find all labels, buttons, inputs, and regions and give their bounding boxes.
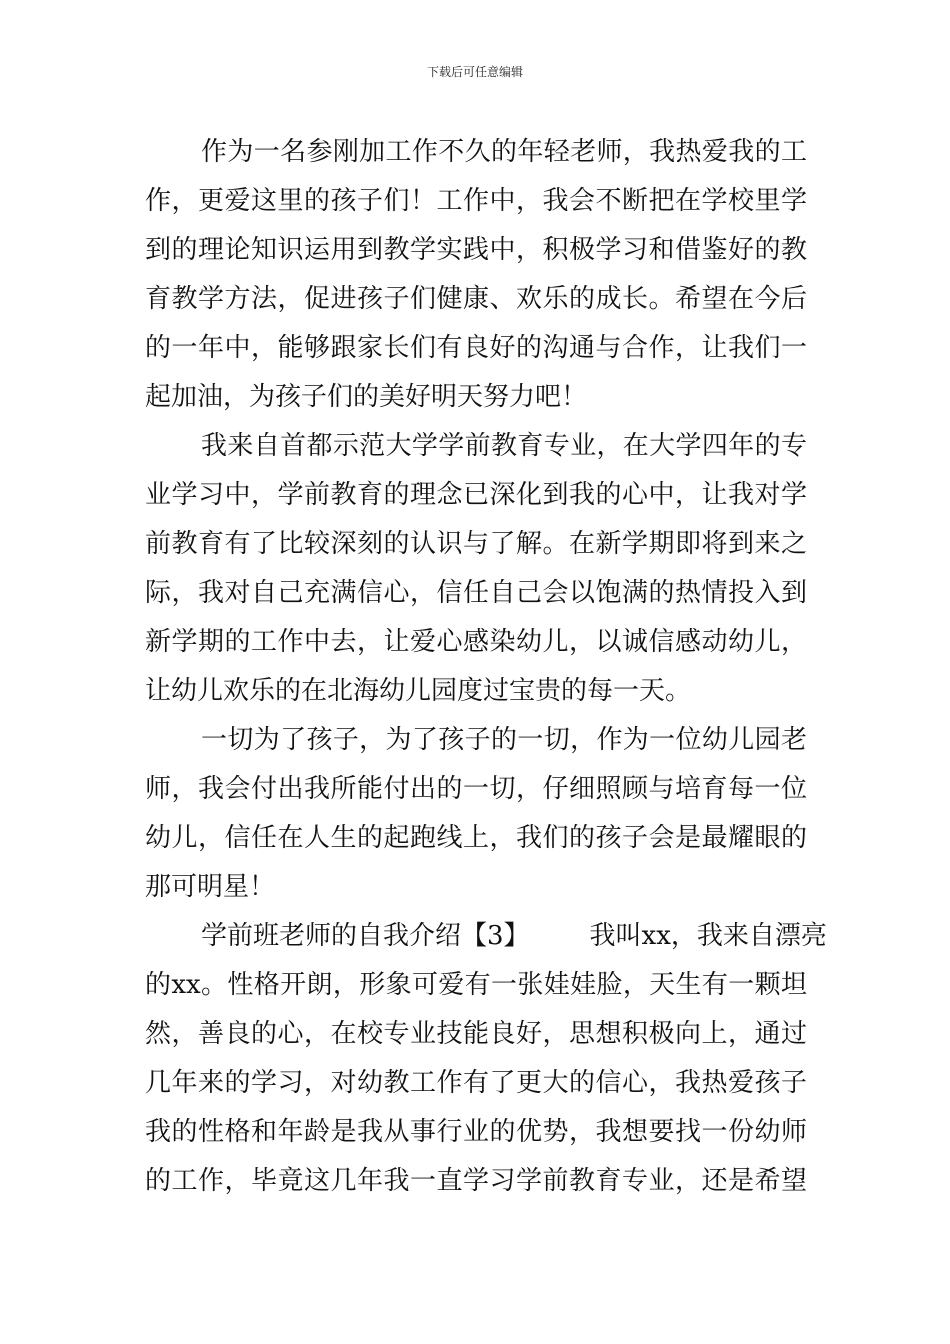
paragraph-line: 育教学方法，促进孩子们健康、欢乐的成长。希望在今后 [145, 284, 807, 314]
document-body [145, 128, 827, 1206]
paragraph-4 [145, 912, 827, 1206]
page-header: 下载后可任意编辑 [426, 65, 523, 79]
paragraph-line: 前教育有了比较深刻的认识与了解。在新学期即将到来之 [145, 529, 807, 559]
paragraph-line: 新学期的工作中去，让爱心感染幼儿，以诚信感动幼儿， [145, 627, 807, 657]
paragraph-line: 的一年中，能够跟家长们有良好的沟通与合作，让我们一 [145, 333, 807, 363]
paragraph-line: 一切为了孩子，为了孩子的一切，作为一位幼儿园老 [201, 725, 807, 755]
paragraph-line: 作为一名参刚加工作不久的年轻老师，我热爱我的工 [201, 137, 807, 167]
paragraph-line: 的工作，毕竟这几年我一直学习学前教育专业，还是希望 [145, 1166, 807, 1196]
paragraph-1 [145, 128, 807, 422]
paragraph-line: 然，善良的心，在校专业技能良好，思想积极向上，通过 [145, 1019, 807, 1049]
paragraph-line: 作，更爱这里的孩子们！工作中，我会不断把在学校里学 [145, 186, 807, 216]
paragraph-line: 业学习中，学前教育的理念已深化到我的心中，让我对学 [145, 480, 807, 510]
paragraph-line: 际，我对自己充满信心，信任自己会以饱满的热情投入到 [145, 578, 807, 608]
paragraph-line: 起加油，为孩子们的美好明天努力吧！ [145, 382, 588, 412]
paragraph-line: 到的理论知识运用到教学实践中，积极学习和借鉴好的教 [145, 235, 807, 265]
paragraph-line: 让幼儿欢乐的在北海幼儿园度过宝贵的每一天。 [145, 676, 692, 706]
paragraph-2 [145, 422, 807, 716]
paragraph-3 [145, 716, 807, 912]
heading-line-text: 我叫xx，我来自漂亮 [589, 921, 827, 951]
section-heading-line [145, 912, 827, 961]
paragraph-line: 师，我会付出我所能付出的一切，仔细照顾与培育每一位 [145, 774, 807, 804]
section-heading: 学前班老师的自我介绍【3】 [201, 921, 530, 951]
paragraph-line: 幼儿，信任在人生的起跑线上，我们的孩子会是最耀眼的 [145, 823, 807, 853]
paragraph-line: 我来自首都示范大学学前教育专业，在大学四年的专 [201, 431, 807, 461]
paragraph-line: 几年来的学习，对幼教工作有了更大的信心，我热爱孩子 [145, 1068, 807, 1098]
paragraph-line: 那可明星！ [145, 872, 276, 902]
paragraph-line: 我的性格和年龄是我从事行业的优势，我想要找一份幼师 [145, 1117, 807, 1147]
paragraph-line: 的xx。性格开朗，形象可爱有一张娃娃脸，天生有一颗坦 [145, 970, 807, 1000]
